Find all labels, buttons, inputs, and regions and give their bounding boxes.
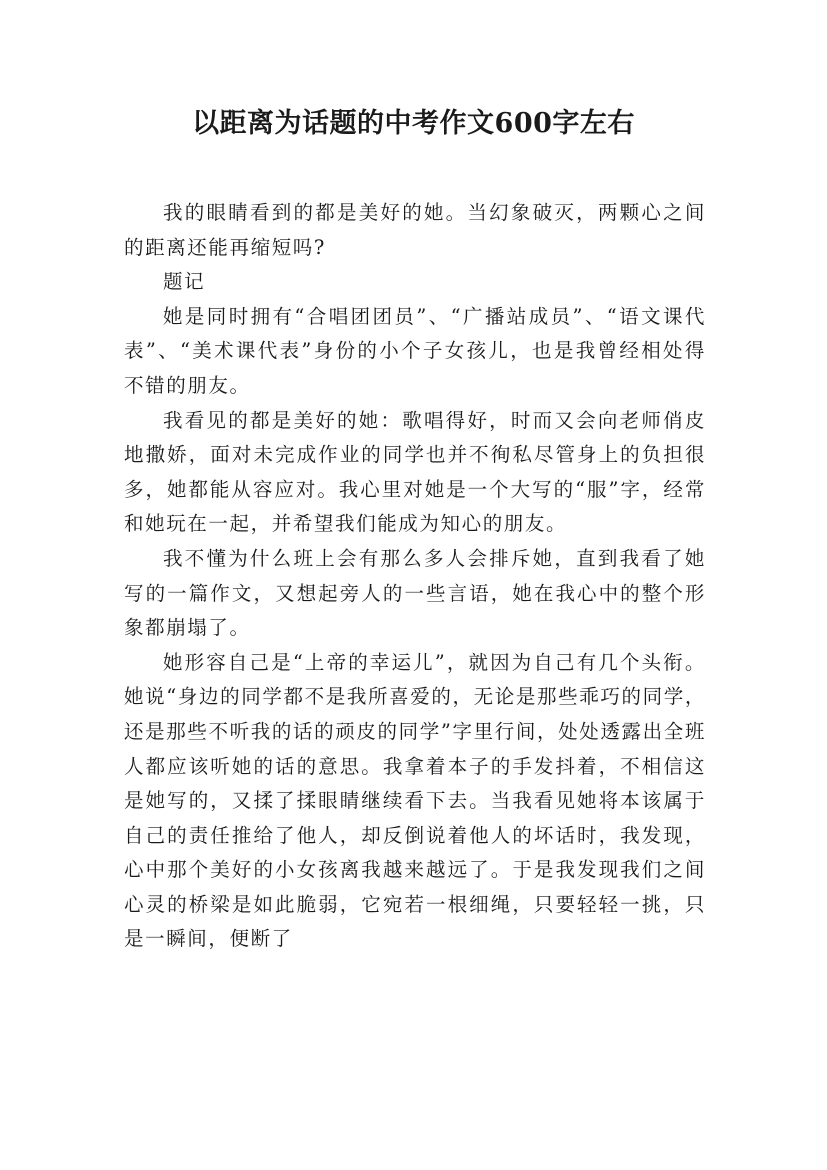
document-body [124,196,706,957]
document-title: 以距离为话题的中考作文600字左右 [192,108,635,139]
paragraph-2: 她是同时拥有“合唱团团员”、“广播站成员”、“语文课代表”、“美术课代表”身份的小个子女孩儿，也是我曾经相处得不错的朋友。 [124,304,706,397]
paragraph-5: 她形容自己是“上帝的幸运儿”，就因为自己有几个头衔。她说“身边的同学都不是我所喜爱的，无论是那些乖巧的同学，还是那些不听我的话的顽皮的同学”字里行间，处处透露出全班人都应该听她的话的意思。我拿着本子的手发抖着，不相信这是她写的，又揉了揉眼睛继续看下去。当我看见她将本该属于自己的责任推给了他人，却反倒说着他人的坏话时，我发现，心中那个美好的小女孩离我越来越远了。于是我发现我们之间心灵的桥梁是如此脆弱，它宛若一根细绳，只要轻轻一挑，只是一瞬间，便断了 [124,650,706,951]
paragraph-1: 我的眼睛看到的都是美好的她。当幻象破灭，两颗心之间的距离还能再缩短吗? [124,201,706,259]
paragraph-epigraph: 题记 [163,270,206,294]
paragraph-3: 我看见的都是美好的她：歌唱得好，时而又会向老师俏皮地撒娇，面对未完成作业的同学也并不徇私尽管身上的负担很多，她都能从容应对。我心里对她是一个大写的“服”字，经常和她玩在一起，并希望我们能成为知心的朋友。 [124,408,706,536]
paragraph-4: 我不懂为什么班上会有那么多人会排斥她，直到我看了她写的一篇作文，又想起旁人的一些言语，她在我心中的整个形象都崩塌了。 [124,546,706,640]
